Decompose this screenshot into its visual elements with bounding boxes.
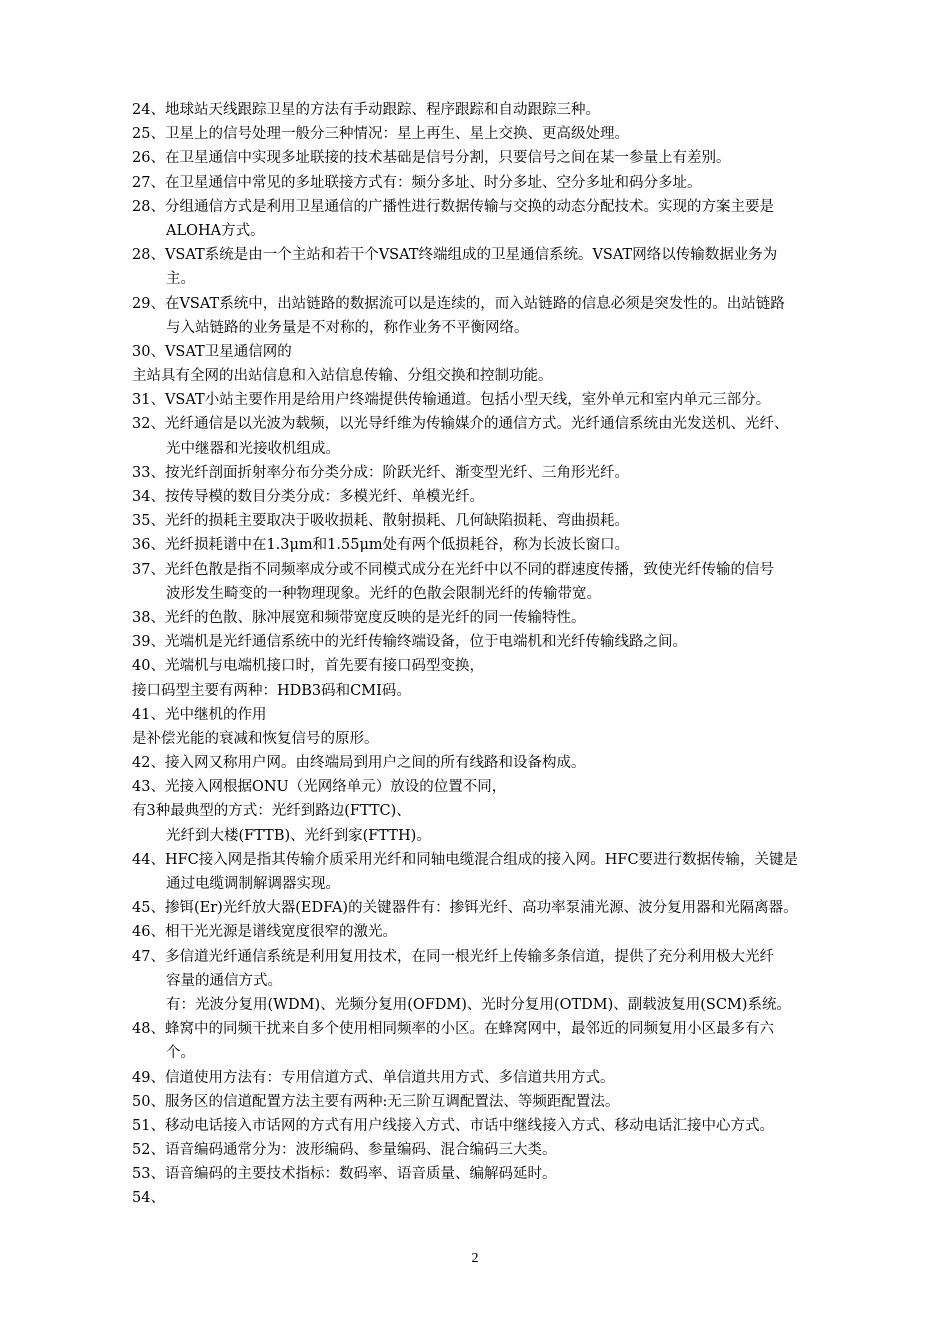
text-line: 个。 <box>166 1045 195 1062</box>
text-line: 39、光端机是光纤通信系统中的光纤传输终端设备，位于电端机和光纤传输线路之间。 <box>132 634 687 651</box>
text-line: 29、在VSAT系统中，出站链路的数据流可以是连续的，而入站链路的信息必须是突发性的。出站链路 <box>132 295 785 312</box>
text-line: 24、地球站天线跟踪卫星的方法有手动跟踪、程序跟踪和自动跟踪三种。 <box>132 102 600 118</box>
text-line: 43、光接入网根据ONU（光网络单元）放设的位置不同， <box>132 779 507 796</box>
text-line: 有3种最典型的方式：光纤到路边(FTTC)、 <box>132 803 411 820</box>
text-line: 光中继器和光接收机组成。 <box>166 440 340 457</box>
text-line: 30、VSAT卫星通信网的 <box>132 343 292 360</box>
text-line: 35、光纤的损耗主要取决于吸收损耗、散射损耗、几何缺陷损耗、弯曲损耗。 <box>132 513 629 530</box>
text-line: 是补偿光能的衰减和恢复信号的原形。 <box>132 730 379 747</box>
document-body <box>132 98 867 1211</box>
text-line: 42、接入网又称用户网。由终端局到用户之间的所有线路和设备构成。 <box>132 755 586 772</box>
text-line: 47、多信道光纤通信系统是利用复用技术，在同一根光纤上传输多条信道，提供了充分利用极大光纤 <box>132 948 774 965</box>
text-line: 32、光纤通信是以光波为载频，以光导纤维为传输媒介的通信方式。光纤通信系统由光发送机、光纤、 <box>132 416 789 433</box>
text-line: 25、卫星上的信号处理一般分三种情况：星上再生、星上交换、更高级处理。 <box>132 126 629 143</box>
text-line: 46、相干光光源是谱线宽度很窄的激光。 <box>132 924 397 941</box>
text-line: 40、光端机与电端机接口时，首先要有接口码型变换， <box>132 658 484 675</box>
text-line: 有：光波分复用(WDM)、光频分复用(OFDM)、光时分复用(OTDM)、副载波复用(SCM)系统。 <box>166 996 791 1013</box>
text-line: 28、VSAT系统是由一个主站和若干个VSAT终端组成的卫星通信系统。VSAT网络以传输数据业务为 <box>132 247 778 264</box>
text-line: 38、光纤的色散、脉冲展宽和频带宽度反映的是光纤的同一传输特性。 <box>132 609 586 626</box>
text-line: 通过电缆调制解调器实现。 <box>166 876 340 892</box>
text-line: 44、HFC接入网是指其传输介质采用光纤和同轴电缆混合组成的接入网。HFC要进行数据传输，关键是 <box>132 851 799 868</box>
text-line: 主站具有全网的出站信息和入站信息传输、分组交换和控制功能。 <box>132 368 553 385</box>
text-line: 45、掺铒(Er)光纤放大器(EDFA)的关键器件有：掺铒光纤、高功率泵浦光源、波分复用器和光隔离器。 <box>132 900 798 917</box>
text-line: 容量的通信方式。 <box>166 972 282 989</box>
text-line: 54、 <box>132 1190 165 1207</box>
text-line: 31、VSAT小站主要作用是给用户终端提供传输通道。包括小型天线，室外单元和室内单元三部分。 <box>132 392 771 409</box>
text-line: 光纤到大楼(FTTB)、光纤到家(FTTH)。 <box>166 827 431 844</box>
text-line: 26、在卫星通信中实现多址联接的技术基础是信号分割，只要信号之间在某一参量上有差别。 <box>132 150 731 167</box>
text-line: 34、按传导模的数目分类分成：多模光纤、单模光纤。 <box>132 489 484 505</box>
text-line: 53、语音编码的主要技术指标：数码率、语音质量、编解码延时。 <box>132 1166 557 1183</box>
text-line: 49、信道使用方法有：专用信道方式、单信道共用方式、多信道共用方式。 <box>132 1069 615 1086</box>
text-line: 与入站链路的业务量是不对称的，称作业务不平衡网络。 <box>166 319 529 336</box>
text-line: 50、服务区的信道配置方法主要有两种:无三阶互调配置法、等频距配置法。 <box>132 1093 620 1110</box>
text-line: 主。 <box>166 271 195 288</box>
text-line: 36、光纤损耗谱中在1.3μm和1.55μm处有两个低损耗谷，称为长波长窗口。 <box>132 537 630 554</box>
text-line: 51、移动电话接入市话网的方式有用户线接入方式、市话中继线接入方式、移动电话汇接中心方式。 <box>132 1117 774 1134</box>
text-line: 52、语音编码通常分为：波形编码、参量编码、混合编码三大类。 <box>132 1142 557 1159</box>
text-line: 28、分组通信方式是利用卫星通信的广播性进行数据传输与交换的动态分配技术。实现的方案主要是 <box>132 198 774 215</box>
text-line: ALOHA方式。 <box>166 222 265 239</box>
page-number: 2 <box>471 1251 479 1266</box>
text-line: 41、光中继机的作用 <box>132 706 267 723</box>
text-line: 波形发生畸变的一种物理现象。光纤的色散会限制光纤的传输带宽。 <box>166 585 601 602</box>
text-line: 27、在卫星通信中常见的多址联接方式有：频分多址、时分多址、空分多址和码分多址。 <box>132 174 702 191</box>
text-line: 37、光纤色散是指不同频率成分或不同模式成分在光纤中以不同的群速度传播，致使光纤传输的信号 <box>132 561 774 578</box>
text-line: 接口码型主要有两种：HDB3码和CMI码。 <box>132 682 411 699</box>
text-line: 48、蜂窝中的同频干扰来自多个使用相同频率的小区。在蜂窝网中，最邻近的同频复用小区最多有六 <box>132 1021 774 1038</box>
text-line: 33、按光纤剖面折射率分布分类分成：阶跃光纤、渐变型光纤、三角形光纤。 <box>132 464 629 481</box>
